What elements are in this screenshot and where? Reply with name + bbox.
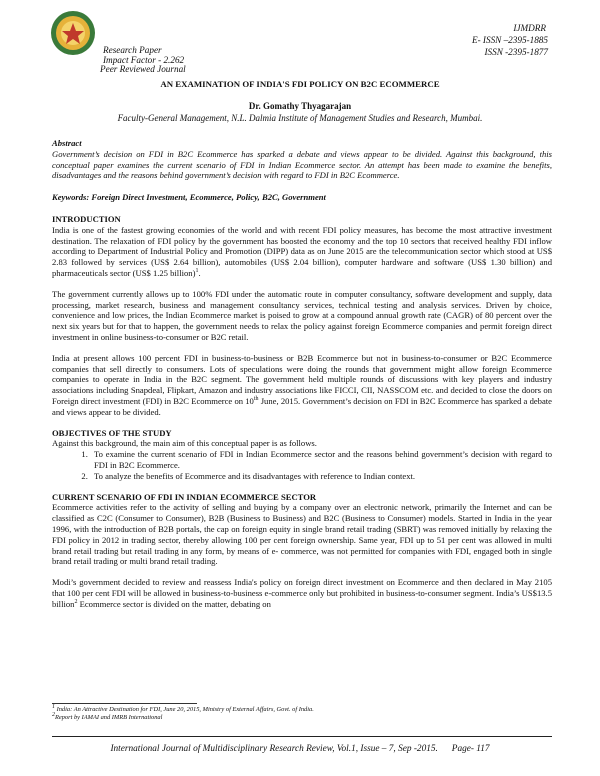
intro-p1-end: . xyxy=(198,267,201,278)
intro-paragraph-2: The government currently allows up to 100% FDI under the automatic route in computer consultancy, software development and supply, data processing, market research, business and management consultancy services, technical testing and analysis services. Driven by choice, convenience and low prices, the Indian Ecommerce market is poised to grow at a compound annual growth rate (CAGR) of 80 percent over the next six years but for that to happen, the government needs to relax the policy against foreign Ecommerce companies and permit foreign direct investment in online business-to-consumer or B2C retail. xyxy=(52,288,552,342)
footnote-ref-1: 1 xyxy=(195,268,199,275)
intro-paragraph-3 xyxy=(52,353,552,418)
objectives-lead: Against this background, the main aim of this conceptual paper is as follows. xyxy=(52,438,317,449)
scenario-p2-end: Ecommerce sector is divided on the matter, debating on xyxy=(77,598,271,609)
objective-item-2: 2. To analyze the benefits of Ecommerce and its disadvantages with reference to Indian context. xyxy=(90,471,552,482)
footnote-2-text: Report by IAMAI and IMRB International xyxy=(55,714,163,722)
author-name: Dr. Gomathy Thyagarajan xyxy=(248,101,352,111)
paper-title: AN EXAMINATION OF INDIA'S FDI POLICY ON B2C ECOMMERCE xyxy=(160,79,440,89)
abstract-text: Government’s decision on FDI in B2C Ecommerce has sparked a debate and views appear to be divided. Against this background, this conceptual paper examines the current scenario of FDI in Indian Ecommerce sector. An attempt has been made to examine the benefits, disadvantages and the reasons behind government’s decision with regard to FDI in B2C Ecommerce. xyxy=(52,148,552,181)
keywords: Keywords: Foreign Direct Investment, Ecommerce, Policy, B2C, Government xyxy=(52,192,326,203)
objective-item-1: 1. To examine the current scenario of FDI in Indian Ecommerce sector and the reasons behind government’s decision with regard to FDI in B2C Ecommerce. xyxy=(90,449,552,471)
review-type: Peer Reviewed Journal xyxy=(100,64,186,75)
intro-p3-end: June, 2015. Government’s decision on FDI in B2C Ecommerce has sparked a debate and views appear to be divided. xyxy=(52,395,552,417)
journal-seal-logo xyxy=(50,10,96,56)
scenario-p2-text: Modi’s government decided to review and reassess India's policy on foreign direct investment on Ecommerce and then declared in May 2105 that 100 per cent FDI will be allowed in business-to-business e-commerce only but prohibited in business-to-consumer segment. India’s US$13.5 billion xyxy=(52,577,552,609)
intro-p1-text: India is one of the fastest growing economies of the world and with recent FDI policy measures, has become the most attractive investment destination. The relaxation of FDI policy by the government has boosted the economy and the top 10 sectors that received healthy FDI inflow according to Department of Industrial Policy and Promotion (DIPP) data as on June 2015 are the telecommunication sector which stood at US$ 2.83 followed by services (US$ 2.64 billion), automobiles (US$ 2.04 billion), computer hardware and software (US$ 1.30 billion) and pharmaceuticals sector (US$ 1.25 billion) xyxy=(52,224,552,278)
journal-meta-left xyxy=(100,45,186,75)
objectives-list xyxy=(52,449,552,481)
e-issn: E- ISSN –2395-1885 xyxy=(471,35,548,45)
intro-paragraph-1 xyxy=(52,225,552,279)
footnote-2 xyxy=(52,714,314,722)
footnote-mark-1: 1 xyxy=(52,703,55,710)
footnotes xyxy=(52,703,314,723)
footnote-mark-2: 2 xyxy=(52,712,55,719)
journal-meta-right xyxy=(472,22,548,58)
superscript-th: th xyxy=(253,396,259,403)
scenario-paragraph-2 xyxy=(52,577,552,609)
footnote-1-text: India: An Attractive Destination for FDI, June 20, 2015, Ministry of External Affairs, Govt. of India. xyxy=(55,706,314,713)
issn: ISSN -2395-1877 xyxy=(484,47,548,57)
author-affiliation: Faculty-General Management, N.L. Dalmia Institute of Management Studies and Research, Mumbai. xyxy=(117,113,483,123)
introduction-heading: INTRODUCTION xyxy=(52,213,121,224)
page-footer: International Journal of Multidisciplinary Research Review, Vol.1, Issue – 7, Sep -2015. Page- 117 xyxy=(110,744,490,754)
objectives-heading: OBJECTIVES OF THE STUDY xyxy=(52,427,172,438)
scenario-heading: CURRENT SCENARIO OF FDI IN INDIAN ECOMMERCE SECTOR xyxy=(52,491,317,502)
paper-type: Research Paper xyxy=(103,45,162,55)
impact-factor: Impact Factor - 2.262 xyxy=(103,54,185,65)
intro-p3-text: India at present allows 100 percent FDI in business-to-business or B2B Ecommerce but not in business-to-consumer or B2C Ecommerce companies that sell directly to consumers. Lots of speculations were doing the rounds that government might allow foreign Ecommerce companies to operate in India in the B2C segment. The government held multiple rounds of discussions with key players and industry associations including Snapdeal, Flipkart, Amazon and industry associations like FICCI, CII, NASSCOM etc. and decided to close the doors on Foreign direct investment (FDI) in B2C Ecommerce on 10 xyxy=(52,352,552,406)
paper-body xyxy=(52,138,552,609)
journal-abbrev: IJMDRR xyxy=(513,23,546,33)
scenario-paragraph-1: Ecommerce activities refer to the activity of selling and buying by a company over an electronic network, primarily the Internet and can be classified as C2C (Consumer to Consumer), B2B (Business to Business) and B2C (Business to Consumer) models. Started in India in the year 1996, with the introduction of B2B portals, the cap on foreign equity in single brand retail trading (SBRT) was removed initially by relaxing the FDI policy in 2012 in trading sector, thereby allowing 100 per cent foreign ownership. Same year, FDI up to 51 per cent was allowed in multi brand retail trading but retail trading in any form, by means of e- commerce, was not permitted for companies with FDI, engaged both in single brand retail trading or multi brand retail trading. xyxy=(52,502,552,567)
footnote-ref-2: 2 xyxy=(74,598,78,605)
footer-divider xyxy=(52,736,552,737)
footnote-divider xyxy=(52,703,197,704)
abstract-heading: Abstract xyxy=(52,138,82,148)
